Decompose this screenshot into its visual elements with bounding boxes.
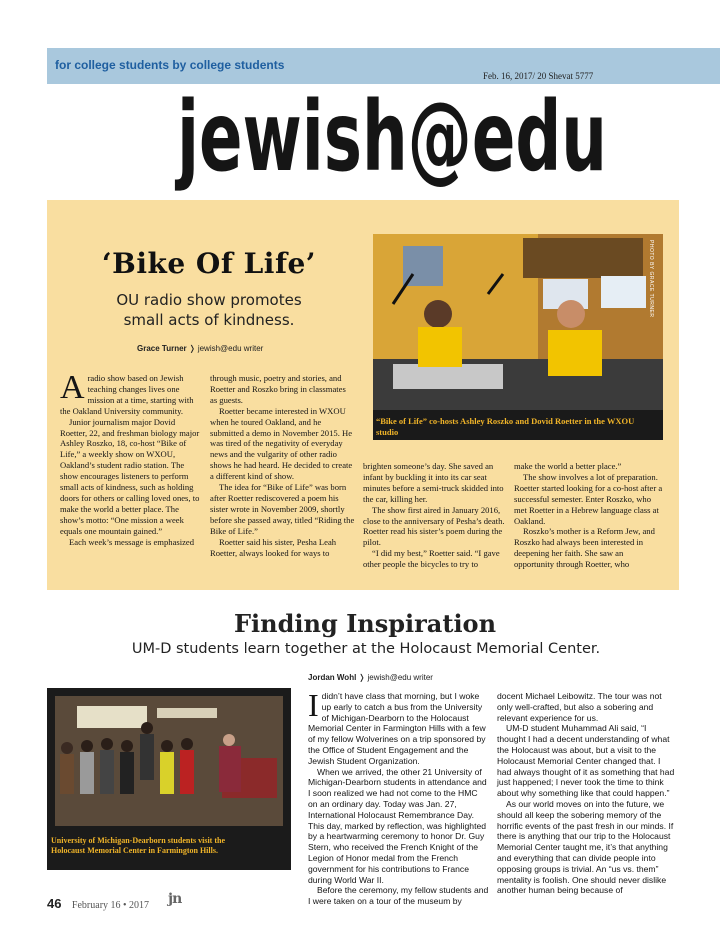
article1-column-3 (363, 461, 505, 570)
article-subtitle: OU radio show promotes small acts of kindness. (116, 291, 302, 329)
article-title: ‘Bike Of Life’ (101, 247, 317, 280)
article2-column-1 (308, 687, 489, 907)
article2-subtitle: UM-D students learn together at the Holocaust Memorial Center. (131, 641, 601, 657)
dropcap: A (60, 369, 85, 406)
byline-separator: ❭ (188, 344, 198, 353)
tagline: for college students by college students (55, 58, 285, 72)
header-band (47, 48, 720, 84)
paragraph: The show first aired in January 2016, close to the anniversary of Pesha’s death. Roetter read his sister’s poem during the pilot. (363, 504, 505, 548)
author-role: jewish@edu writer (197, 344, 264, 353)
page-footer (47, 895, 149, 913)
paragraph: Roetter said his sister, Pesha Leah Roetter, always looked for ways to (210, 536, 337, 558)
dropcap: I (308, 687, 319, 723)
page-number: 46 (47, 896, 62, 911)
paragraph: When we arrived, the other 21 University of Michigan-Dearborn students in attendance and I soon realized we had not come to the HMC on an ordinary day. Today was Jan. 27, International Holocaust Remembrance Day. This day, marked by reflection, was highlighted by a heartwarming ceremony to honor Dr. Guy Stern, who received the French Knight of the Legion of Honor medal from the French government for his contributions to France during World War II. (308, 766, 487, 885)
paragraph: through music, poetry and stories, and Roetter and Roszko bring in classmates as guests. (210, 373, 346, 405)
article2-title: Finding Inspiration (233, 609, 497, 638)
article1-column-2 (210, 373, 355, 558)
footer-date: February 16 • 2017 (71, 900, 150, 911)
paragraph: brighten someone’s day. She saved an infant by buckling it into its car seat minutes before a semi-truck skidded into the car, killing her. (363, 461, 504, 504)
article1-column-4 (514, 461, 664, 570)
paragraph: Roszko’s mother is a Reform Jew, and Roszko had always been interested in deepening her faith. She saw an opportunity through Roetter, who (514, 526, 655, 570)
photo2-caption: University of Michigan-Dearborn students visit the Holocaust Memorial Center in Farmington Hills. (51, 836, 225, 855)
paragraph: make the world a better place.” (514, 461, 622, 471)
paragraph: As our world moves on into the future, we should all keep the sobering memory of the horrific events of the past fresh in our minds. If there is anything that our trip to the Holocaust Memorial Center taught me, it’s that anything and everything that can divide people into opposing groups is trivial. An “us vs. them” mentality is foolish. One should never dislike another human being because of (497, 798, 674, 896)
paragraph: radio show based on Jewish teaching changes lives one mission at a time, starting with the Oakland University community. (60, 373, 194, 416)
paragraph: Before the ceremony, my fellow students and I were taken on a tour of the museum by (308, 885, 489, 907)
author-name: Grace Turner (137, 344, 187, 353)
author-role: jewish@edu writer (367, 673, 433, 682)
article2-column-2 (497, 691, 677, 896)
photo-caption: “Bike of Life” co-hosts Ashley Roszko and Dovid Roetter in the WXOU studio (376, 416, 635, 437)
paragraph: docent Michael Leibowitz. The tour was not only well-crafted, but also a sobering and relevant experience for us. (497, 691, 662, 723)
jn-logo: jn (168, 891, 182, 907)
author-name: Jordan Wohl (308, 673, 357, 682)
masthead-logo (172, 81, 612, 193)
paragraph: Each week’s message is emphasized (69, 536, 195, 547)
paragraph: “I did my best,” Roetter said. “I gave other people the bicycles to try to (363, 548, 500, 570)
paragraph: Roetter became interested in WXOU when he toured Oakland, and he submitted a demo in November 2015. He was tired of the negativity of everyday news and the vulgarity of other radio shows he had heard. He decided to create a different kind of show. (210, 405, 353, 482)
photo-credit: PHOTO BY GRACE TURNER (648, 240, 654, 318)
article1-column-1 (60, 369, 200, 548)
paragraph: The show involves a lot of preparation. Roetter started looking for a co-host after a successful semester. Enter Roszko, who met Roetter in a Hebrew language class at Oakland. (514, 471, 663, 526)
article2-byline (308, 673, 433, 682)
paragraph: didn’t have class that morning, but I woke up early to catch a bus from the University of Michigan-Dearborn to the Holocaust Memorial Center in Farmington Hills with a few of my fellow Wolverines on a trip sponsored by the Office of Student Engagement and the Jewish Student Organization. (308, 691, 486, 766)
masthead-text: jewish@edu (174, 81, 607, 193)
byline (137, 344, 263, 353)
paragraph: Junior journalism major Dovid Roetter, 22, and freshman biology major Ashley Roszko, 18, co-host “Bike of Life,” a weekly show on WXOU, Oakland’s student radio station. The show encourages listeners to perform small acts of kindness, such as holding doors for others or calling loved ones, to make the world a better place. The show’s motto: “One mission a week equals one mountain gained.” (60, 416, 200, 536)
paragraph: UM-D student Muhammad Ali said, “I thought I had a decent understanding of what the Holocaust was about, but a visit to the Holocaust Memorial Center changed that. I had always thought of it as something that had just happened; I never took the time to think about why something like that could happen.” (497, 723, 675, 799)
byline-separator: ❭ (358, 673, 368, 682)
paragraph: The idea for “Bike of Life” was born after Roetter rediscovered a poem his sister wrote in November 2009, shortly before she passed away, titled “Riding the Bike of Life.” (210, 482, 355, 536)
issue-date: Feb. 16, 2017/ 20 Shevat 5777 (483, 71, 594, 81)
